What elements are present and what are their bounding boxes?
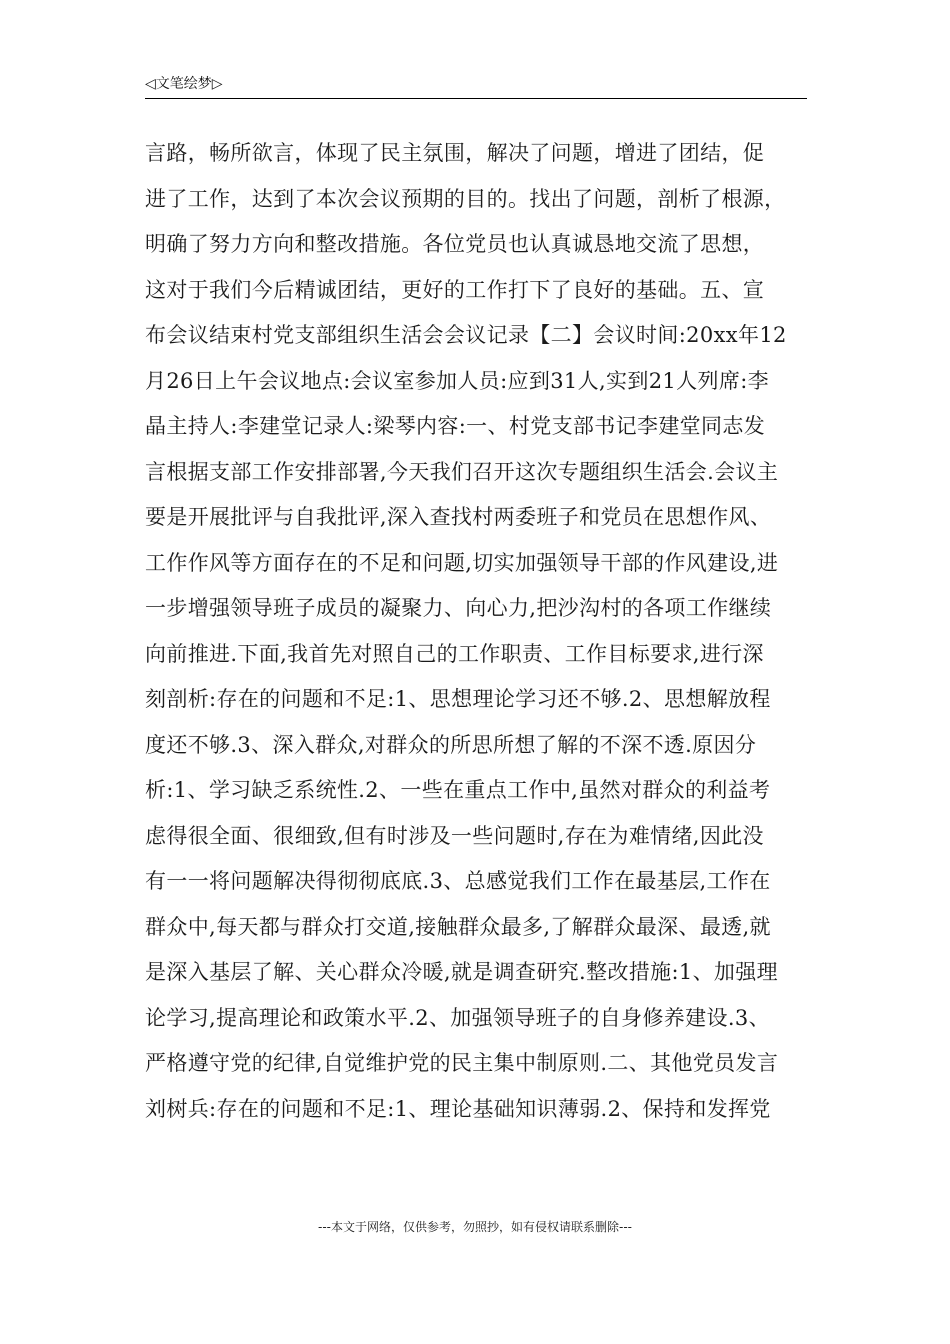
text-line: 言根据支部工作安排部署,今天我们召开这次专题组织生活会.会议主	[145, 459, 779, 484]
text-line: 月26日上午会议地点:会议室参加人员:应到31人,实到21人列席:李	[145, 368, 769, 393]
page-header	[145, 74, 807, 99]
text-line: 明确了努力方向和整改措施。各位党员也认真诚恳地交流了思想，	[145, 232, 765, 256]
text-line: 刻剖析:存在的问题和不足:1、思想理论学习还不够.2、思想解放程	[145, 687, 771, 711]
body-text	[145, 134, 813, 1135]
text-line: 言路，畅所欲言，体现了民主氛围，解决了问题，增进了团结，促	[145, 141, 765, 165]
text-line: 工作作风等方面存在的不足和问题,切实加强领导干部的作风建设,进	[145, 550, 779, 575]
text-line: 论学习,提高理论和政策水平.2、加强领导班子的自身修养建设.3、	[145, 1005, 770, 1030]
text-line: 一步增强领导班子成员的凝聚力、向心力,把沙沟村的各项工作继续	[145, 596, 772, 620]
text-line: 刘树兵:存在的问题和不足:1、理论基础知识薄弱.2、保持和发挥党	[145, 1096, 771, 1121]
text-line: 群众中,每天都与群众打交道,接触群众最多,了解群众最深、最透,就	[145, 914, 771, 939]
text-line: 严格遵守党的纪律,自觉维护党的民主集中制原则.二、其他党员发言	[145, 1051, 779, 1075]
text-line: 这对于我们今后精诚团结，更好的工作打下了良好的基础。五、宣	[145, 277, 765, 302]
text-line: 晶主持人:李建堂记录人:梁琴内容:一、村党支部书记李建堂同志发	[145, 414, 766, 438]
text-line: 向前推进.下面,我首先对照自己的工作职责、工作目标要求,进行深	[145, 641, 764, 666]
header-label: ◁文笔绘梦▷	[145, 76, 223, 92]
text-line: 布会议结束村党支部组织生活会会议记录【二】会议时间:20xx年12	[145, 323, 787, 347]
text-line: 是深入基层了解、关心群众冷暖,就是调查研究.整改措施:1、加强理	[145, 960, 778, 984]
text-line: 要是开展批评与自我批评,深入查找村两委班子和党员在思想作风、	[145, 505, 772, 529]
text-line: 有一一将问题解决得彻彻底底.3、总感觉我们工作在最基层,工作在	[145, 869, 771, 893]
text-line: 进了工作，达到了本次会议预期的目的。找出了问题，剖析了根源，	[145, 186, 786, 211]
page-footer: ---本文于网络，仅供参考，勿照抄，如有侵权请联系删除---	[318, 1220, 632, 1234]
text-line: 度还不够.3、深入群众,对群众的所思所想了解的不深不透.原因分	[145, 732, 757, 757]
text-line: 虑得很全面、很细致,但有时涉及一些问题时,存在为难情绪,因此没	[145, 823, 764, 848]
text-line: 析:1、学习缺乏系统性.2、一些在重点工作中,虽然对群众的利益考	[145, 778, 771, 802]
